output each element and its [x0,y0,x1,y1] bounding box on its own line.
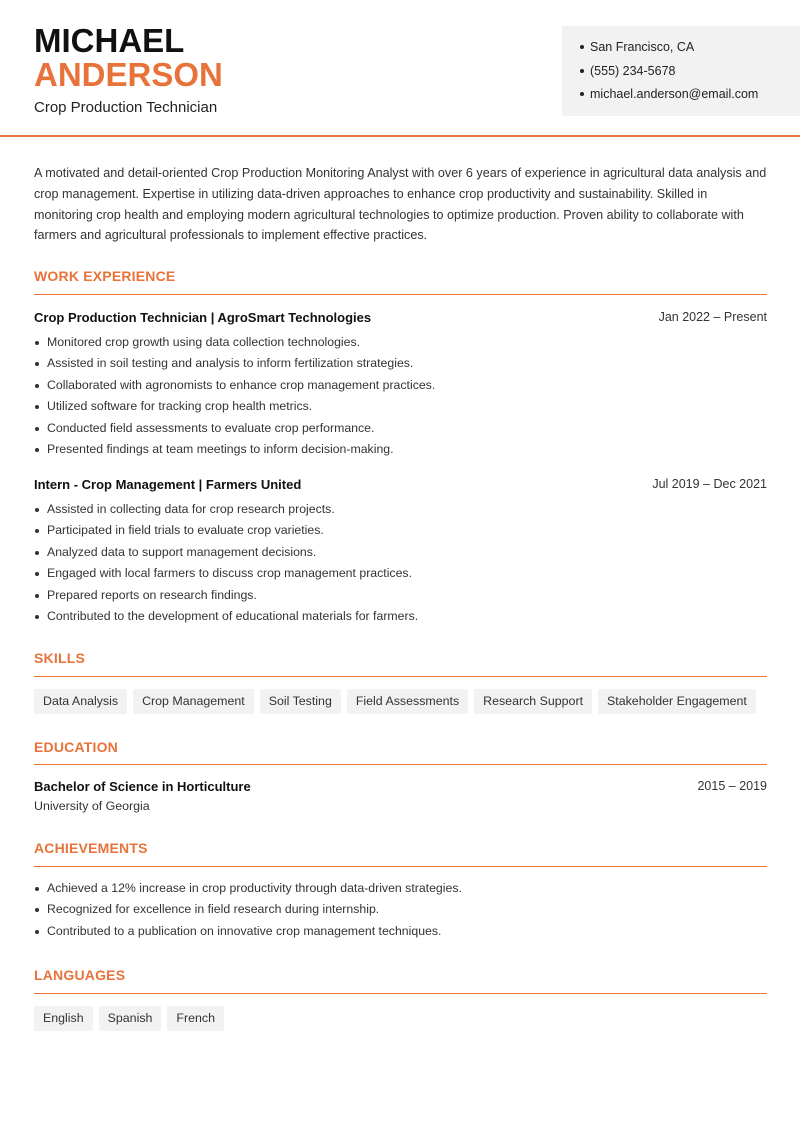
list-item: Monitored crop growth using data collection technologies. [34,332,767,353]
education-school: University of Georgia [34,799,150,813]
list-item: Analyzed data to support management decisions. [34,542,767,563]
education-degree: Bachelor of Science in Horticulture [34,779,251,794]
language-tag: English [34,1006,93,1031]
skill-tag: Field Assessments [347,689,468,714]
section-divider [34,676,767,677]
section-title-education: EDUCATION [34,739,118,755]
professional-summary: A motivated and detail-oriented Crop Production Monitoring Analyst with over 6 years of experience in agricultural data analysis and crop management. Expertise in utilizing data-driven approaches to enhance crop productivity and sustainability. Skilled in monitoring crop health and employing modern agricultural technologies to optimize production. Proven ability to collaborate with farmers and agricultural professionals to implement effective practices. [34,166,767,243]
section-title-work: WORK EXPERIENCE [34,268,176,284]
section-divider [34,764,767,765]
job-title: Crop Production Technician | AgroSmart Technologies [34,310,372,325]
skill-tag: Research Support [474,689,592,714]
language-tag: Spanish [99,1006,162,1031]
job-date: Jul 2019 – Dec 2021 [652,477,767,491]
skill-tag: Soil Testing [260,689,341,714]
role-title: Crop Production Technician [34,99,218,116]
list-item: Collaborated with agronomists to enhance crop management practices. [34,375,767,396]
section-title-skills: SKILLS [34,650,85,666]
contact-phone: (555) 234-5678 [580,62,800,86]
contact-email[interactable]: michael.anderson@email.com [580,85,800,109]
list-item: Contributed to a publication on innovative crop management techniques. [34,921,767,942]
contact-location: San Francisco, CA [580,38,800,62]
list-item: Contributed to the development of educational materials for farmers. [34,606,767,627]
language-tag: French [167,1006,224,1031]
section-divider [34,993,767,994]
section-title-achievements: ACHIEVEMENTS [34,840,148,856]
first-name: MICHAEL [34,22,185,59]
list-item: Conducted field assessments to evaluate crop performance. [34,418,767,439]
list-item: Assisted in collecting data for crop research projects. [34,499,767,520]
candidate-name [34,24,223,92]
section-title-languages: LANGUAGES [34,967,126,983]
list-item: Recognized for excellence in field research during internship. [34,899,767,920]
skill-tag: Stakeholder Engagement [598,689,756,714]
list-item: Participated in field trials to evaluate crop varieties. [34,520,767,541]
list-item: Assisted in soil testing and analysis to inform fertilization strategies. [34,353,767,374]
list-item: Utilized software for tracking crop health metrics. [34,396,767,417]
education-date: 2015 – 2019 [697,779,767,793]
list-item: Engaged with local farmers to discuss crop management practices. [34,563,767,584]
contact-box [562,26,800,116]
job-bullets [34,499,767,627]
resume-header [0,0,800,137]
job-date: Jan 2022 – Present [658,310,767,324]
skill-tag: Data Analysis [34,689,127,714]
achievements-list [34,878,767,942]
languages-tags [34,1006,224,1031]
list-item: Prepared reports on research findings. [34,585,767,606]
skill-tag: Crop Management [133,689,254,714]
job-title: Intern - Crop Management | Farmers United [34,477,302,492]
list-item: Achieved a 12% increase in crop productivity through data-driven strategies. [34,878,767,899]
section-divider [34,294,767,295]
last-name: ANDERSON [34,56,223,93]
section-divider [34,866,767,867]
job-bullets [34,332,767,460]
skills-tags [34,689,756,714]
list-item: Presented findings at team meetings to inform decision-making. [34,439,767,460]
